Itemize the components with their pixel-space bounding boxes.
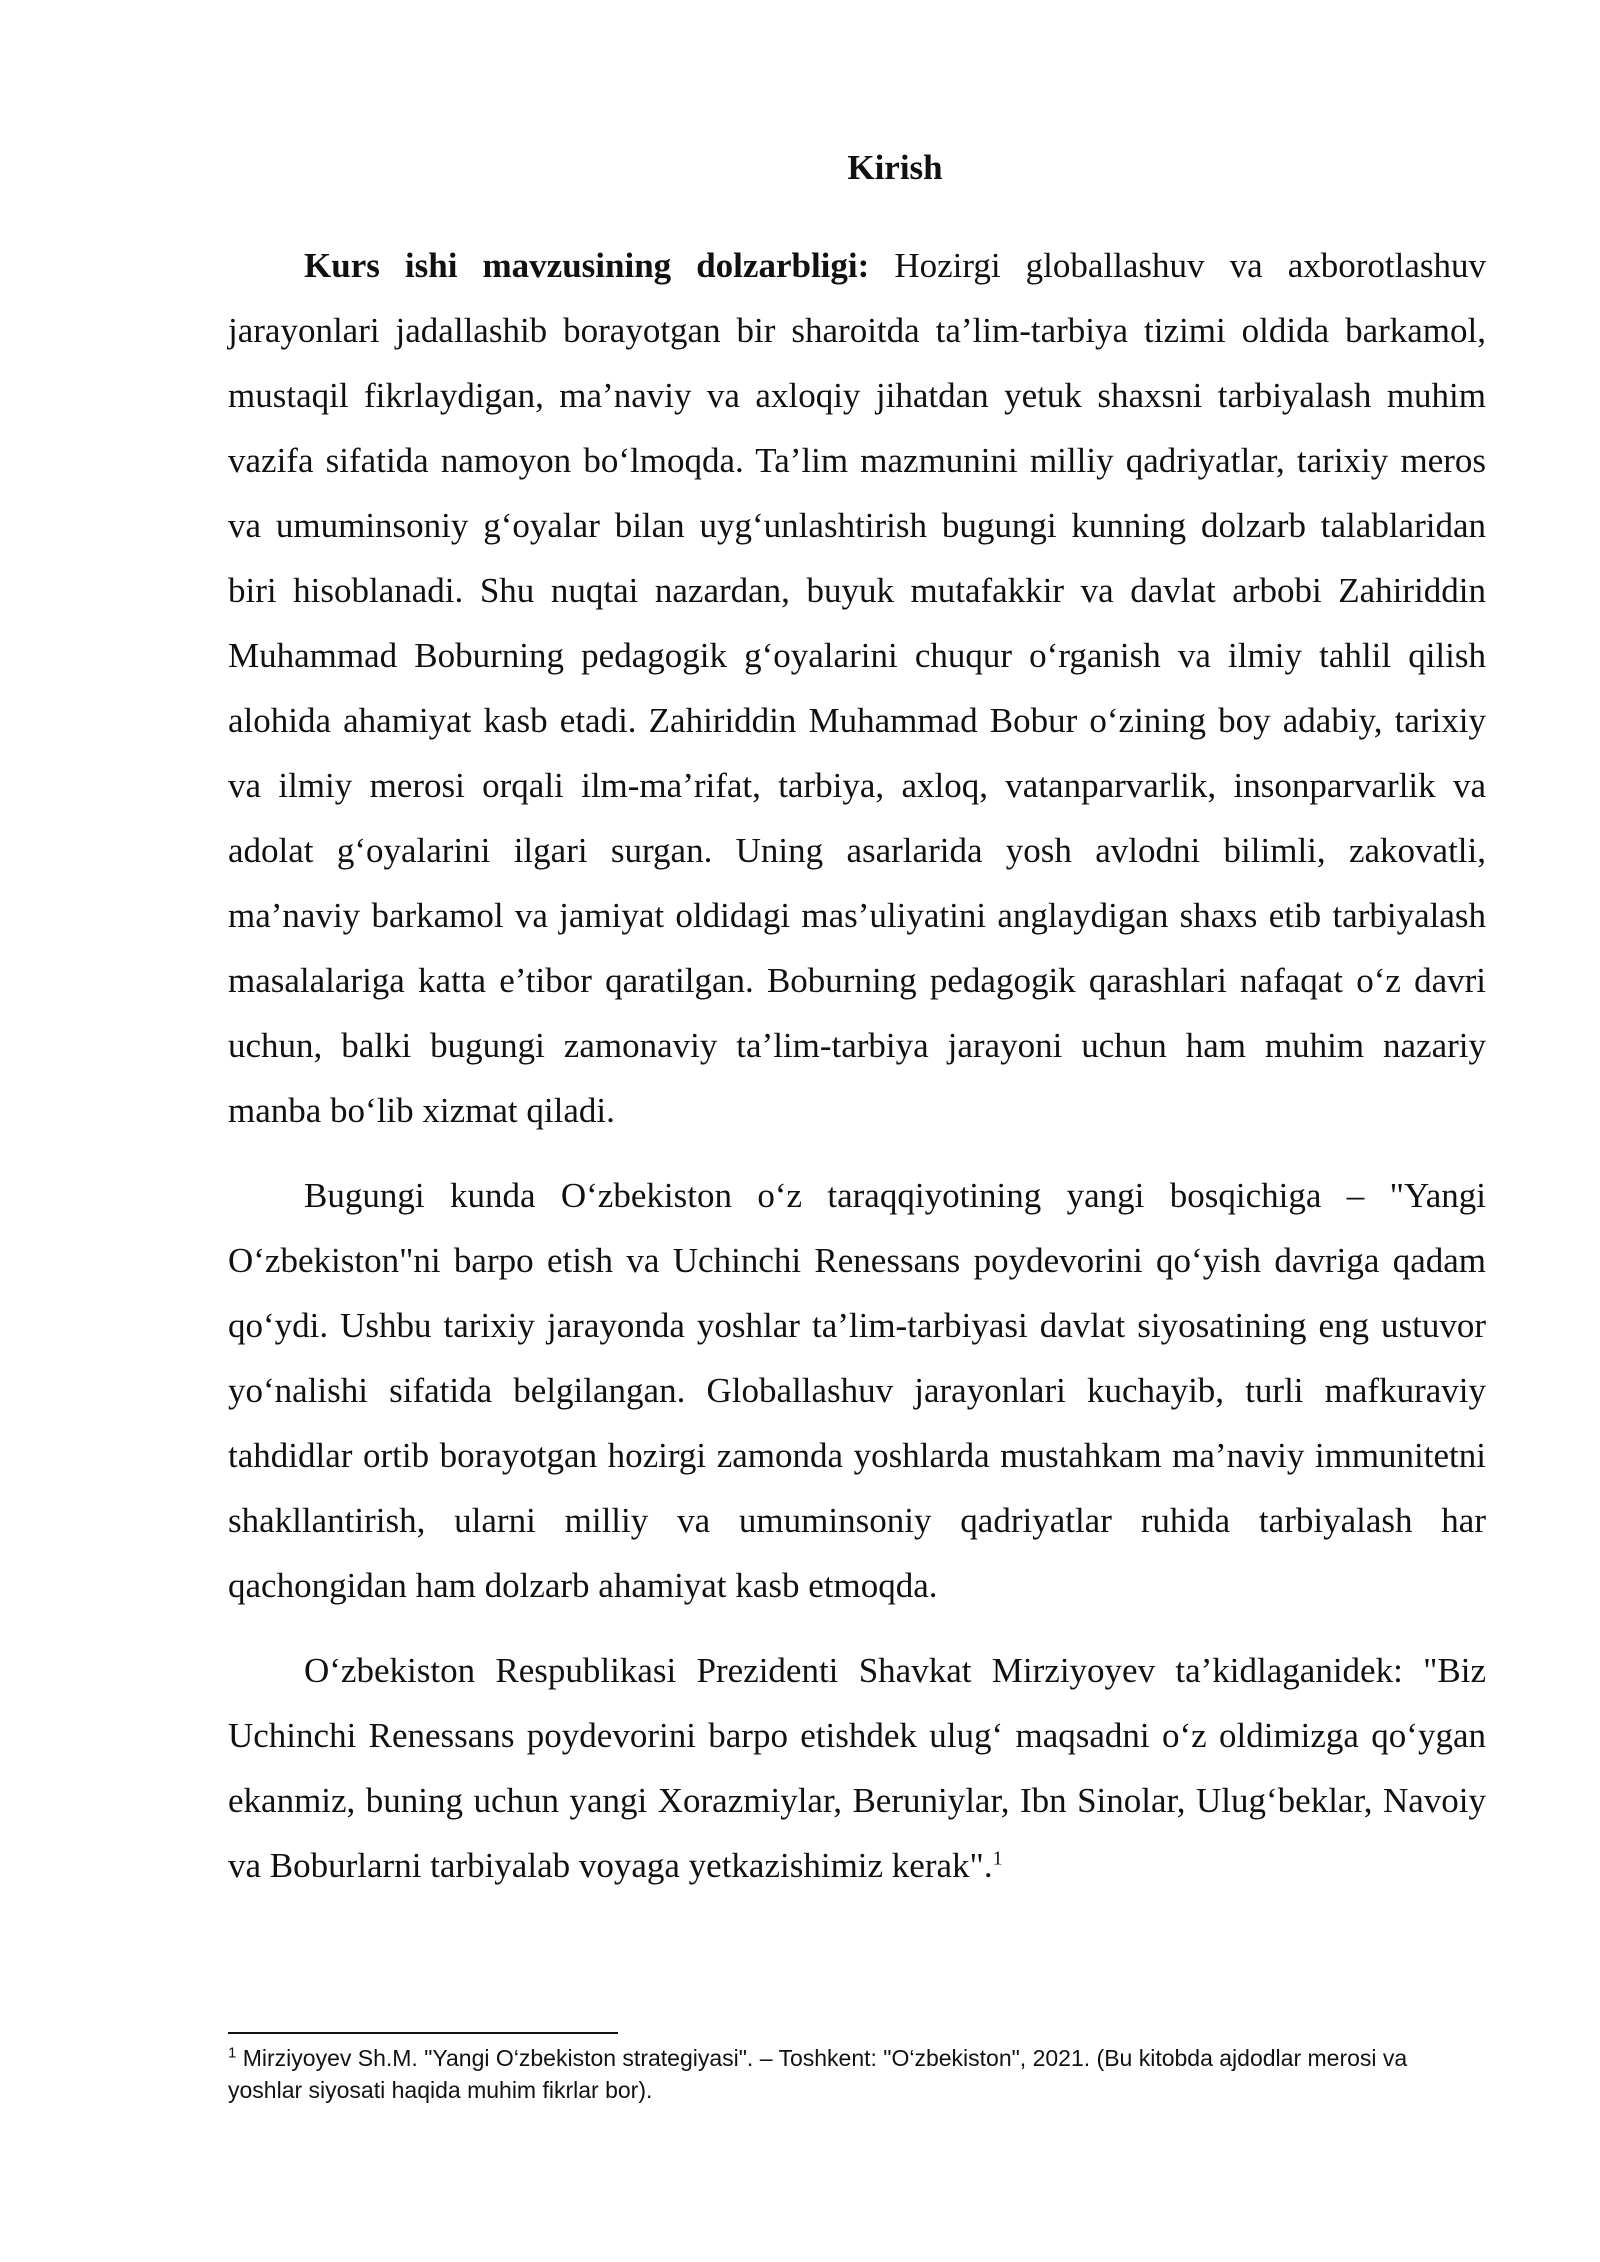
footnote-separator [228,2032,618,2034]
new-uzbekistan-text: Bugungi kunda O‘zbekiston o‘z taraqqiyotining yangi bosqichiga – "Yangi O‘zbekiston"ni barpo etish va Uchinchi Renessans poydevorini qo‘yish davriga qadam qo‘ydi. Ushbu tarixiy jarayonda yoshlar ta’lim-tarbiyasi davlat siyosatining eng ustuvor yo‘nalishi sifatida belgilangan. Globallashuv jarayonlari kuchayib, turli mafkuraviy tahdidlar ortib borayotgan hozirgi zamonda yoshlarda mustahkam ma’naviy immunitetni shakllantirish, ularni milliy va umuminsoniy qadriyatlar ruhida tarbiyalash har qachongidan ham dolzarb ahamiyat kasb etmoqda. [228,1176,1486,1605]
paragraph-new-uzbekistan [228,1163,1486,1618]
footnote-reference[interactable]: 1 [992,1847,1003,1870]
section-heading: Kirish [847,148,943,187]
president-quote-text: O‘zbekiston Respublikasi Prezidenti Shavkat Mirziyoyev ta’kidlaganidek: "Biz Uchinchi Renessans poydevorini barpo etishdek ulug‘ maqsadni o‘z oldimizga qo‘ygan ekanmiz, buning uchun yangi Xorazmiylar, Beruniylar, Ibn Sinolar, Ulug‘beklar, Navoiy va Boburlarni tarbiyalab voyaga yetkazishimiz kerak". [228,1651,1486,1885]
body-text [228,233,1486,1918]
footnote [228,2042,1486,2106]
relevance-lead-label: Kurs ishi mavzusining dolzarbligi: [304,246,870,285]
paragraph-relevance [228,233,1486,1143]
footnote-text: Mirziyoyev Sh.M. "Yangi O‘zbekiston strategiyasi". – Toshkent: "O‘zbekiston", 2021. (Bu kitobda ajdodlar merosi va yoshlar siyosati haqida muhim fikrlar bor). [228,2045,1408,2103]
relevance-text: Hozirgi globallashuv va axborotlashuv jarayonlari jadallashib borayotgan bir sharoitda ta’lim-tarbiya tizimi oldida barkamol, mustaqil fikrlaydigan, ma’naviy va axloqiy jihatdan yetuk shaxsni tarbiyalash muhim vazifa sifatida namoyon bo‘lmoqda. Ta’lim mazmunini milliy qadriyatlar, tarixiy meros va umuminsoniy g‘oyalar bilan uyg‘unlashtirish bugungi kunning dolzarb talablaridan biri hisoblanadi. Shu nuqtai nazardan, buyuk mutafakkir va davlat arbobi Zahiriddin Muhammad Boburning pedagogik g‘oyalarini chuqur o‘rganish va ilmiy tahlil qilish alohida ahamiyat kasb etadi. Zahiriddin Muhammad Bobur o‘zining boy adabiy, tarixiy va ilmiy merosi orqali ilm-ma’rifat, tarbiya, axloq, vatanparvarlik, insonparvarlik va adolat g‘oyalarini ilgari surgan. Uning asarlarida yosh avlodni bilimli, zakovatli, ma’naviy barkamol va jamiyat oldidagi mas’uliyatini anglaydigan shaxs etib tarbiyalash masalalariga katta e’tibor qaratilgan. Boburning pedagogik qarashlari nafaqat o‘z davri uchun, balki bugungi zamonaviy ta’lim-tarbiya jarayoni uchun ham muhim nazariy manba bo‘lib xizmat qiladi. [228,246,1486,1130]
footnote-number: 1 [228,2044,237,2062]
paragraph-president-quote [228,1638,1486,1898]
